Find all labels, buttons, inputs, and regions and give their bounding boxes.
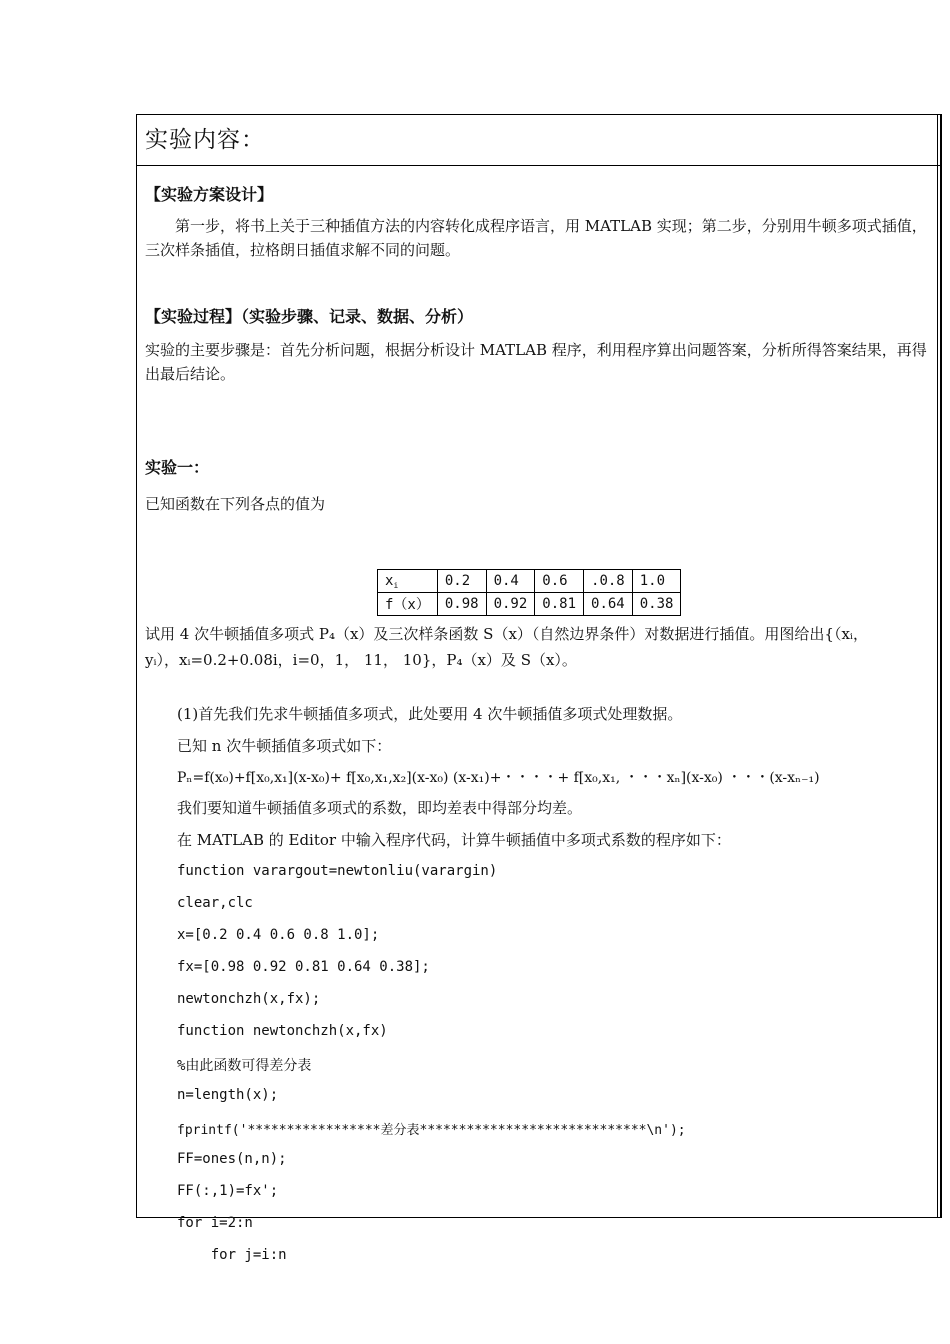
code-line: function varargout=newtonliu(varargin) xyxy=(177,863,498,879)
table-cell: 0.64 xyxy=(584,593,633,616)
row-label-sub: i xyxy=(393,580,399,590)
code-line: for i=2:n xyxy=(177,1215,253,1231)
code-line: x=[0.2 0.4 0.6 0.8 1.0]; xyxy=(177,927,380,943)
row-label: x xyxy=(385,572,394,589)
task-line-1: 试用 4 次牛顿插值多项式 P₄（x）及三次样条函数 S（x）（自然边界条件）对数据进行插值。用图给出{（xᵢ， xyxy=(145,625,868,643)
page-title: 实验内容： xyxy=(145,127,265,153)
table-cell: 0.6 xyxy=(535,570,584,593)
code-line: fprintf('*****************差分表*****************************\n'); xyxy=(177,1123,686,1138)
code-line: FF=ones(n,n); xyxy=(177,1151,287,1167)
code-line: FF(:,1)=fx'; xyxy=(177,1183,279,1199)
design-text: 第一步，将书上关于三种插值方法的内容转化成程序语言，用 MATLAB 实现；第二步，分别用牛顿多项式插值，三次样条插值，拉格朗日插值求解不同的问题。 xyxy=(145,217,927,259)
table-cell: .0.8 xyxy=(584,570,633,593)
table-cell: f（x） xyxy=(378,593,438,616)
code-line: fx=[0.98 0.92 0.81 0.64 0.38]; xyxy=(177,959,430,975)
code-line: function newtonchzh(x,fx) xyxy=(177,1023,388,1039)
editor-text: 在 MATLAB 的 Editor 中输入程序代码，计算牛顿插值中多项式系数的程序如下： xyxy=(177,831,731,849)
table-cell: 0.2 xyxy=(437,570,486,593)
process-heading: 【实验过程】（实验步骤、记录、数据、分析） xyxy=(145,307,474,326)
table-cell: 0.38 xyxy=(632,593,681,616)
table-row xyxy=(378,593,681,616)
table-cell: 0.92 xyxy=(486,593,535,616)
task-line-2: yᵢ），xᵢ=0.2+0.08i，i=0，1， 11， 10}，P₄（x）及 S（x）。 xyxy=(145,651,577,669)
header-row xyxy=(137,115,940,166)
code-line: for j=i:n xyxy=(177,1247,287,1263)
content-area xyxy=(137,166,940,1263)
experiment-frame xyxy=(136,114,942,1263)
table-cell: 1.0 xyxy=(632,570,681,593)
table-cell: 0.98 xyxy=(437,593,486,616)
known-text: 已知 n 次牛顿插值多项式如下： xyxy=(177,737,392,755)
value-table xyxy=(377,569,681,616)
code-line: newtonchzh(x,fx); xyxy=(177,991,321,1007)
process-text: 实验的主要步骤是：首先分析问题，根据分析设计 MATLAB 程序，利用程序算出问题答案，分析所得答案结果，再得出最后结论。 xyxy=(145,341,927,383)
code-line: n=length(x); xyxy=(177,1087,279,1103)
table-row xyxy=(378,570,681,593)
table-cell: 0.81 xyxy=(535,593,584,616)
exp1-intro: 已知函数在下列各点的值为 xyxy=(145,495,326,513)
code-line: %由此函数可得差分表 xyxy=(177,1058,312,1074)
code-line: clear,clc xyxy=(177,895,253,911)
newton-formula: Pₙ=f(x₀)+f[x₀,x₁](x-x₀)+ f[x₀,x₁,x₂](x-x₀) (x-x₁)+・・・・+ f[x₀,x₁, ・・・xₙ](x-x₀) ・・・(x-xₙ₋₁) xyxy=(177,770,820,786)
design-heading: 【实验方案设计】 xyxy=(145,185,274,204)
table-cell: 0.4 xyxy=(486,570,535,593)
table-cell xyxy=(378,570,438,593)
step-1-text: (1)首先我们先求牛顿插值多项式，此处要用 4 次牛顿插值多项式处理数据。 xyxy=(177,705,683,723)
need-text: 我们要知道牛顿插值多项式的系数，即均差表中得部分均差。 xyxy=(177,799,583,817)
exp1-heading: 实验一： xyxy=(145,458,210,477)
